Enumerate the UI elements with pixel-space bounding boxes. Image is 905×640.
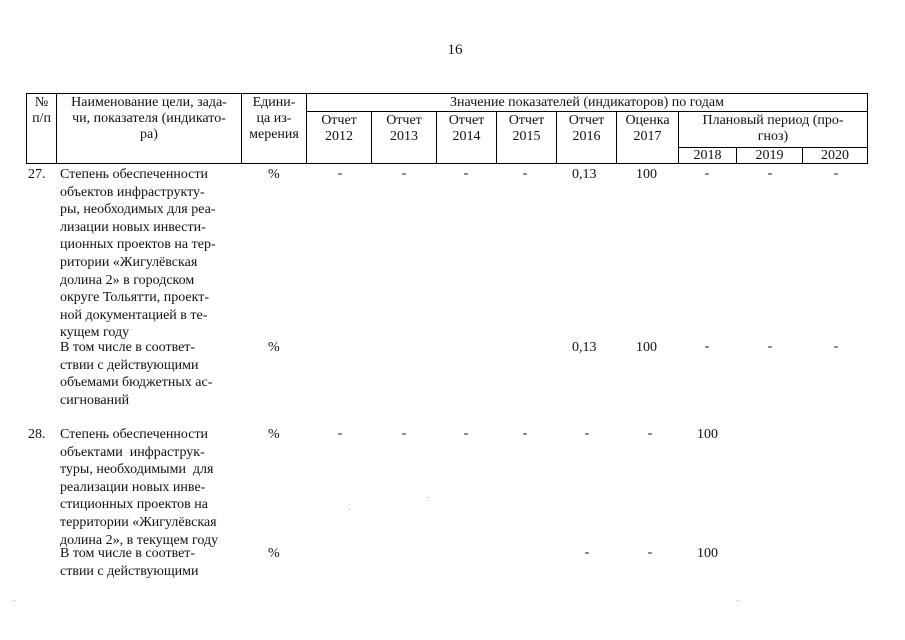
row-27-sub-value-2018: - bbox=[704, 339, 710, 354]
scan-speck bbox=[349, 509, 350, 510]
row-27-sub-name: В том числе в соответ- ствии с действующими объемами бюджетных ас- сигнований bbox=[60, 340, 213, 408]
header-plan-2019: 2019 bbox=[755, 148, 784, 163]
header-year-2014: Отчет 2014 bbox=[448, 113, 485, 144]
row-27-unit: % bbox=[268, 167, 280, 182]
row-27-value-2014: - bbox=[463, 166, 469, 181]
row-28-value-2014: - bbox=[463, 426, 469, 441]
header-col-number: № п/п bbox=[32, 95, 51, 126]
row-28-value-2016: - bbox=[584, 426, 590, 441]
scan-speck bbox=[428, 497, 429, 498]
row-27-name: Степень обеспеченности объектов инфраструкту- ры, необходимых для реа- лизации новых инвести- ционных проектов на тер- ритории «Жигулёвская долина 2» в городском округе Тольятти, проект- ной документацией в те- кущем году bbox=[60, 167, 216, 341]
row-28-sub-unit: % bbox=[268, 546, 280, 561]
row-27-value-2016: 0,13 bbox=[572, 167, 597, 182]
header-plan-2020: 2020 bbox=[821, 148, 849, 163]
header-year-2017: Оценка 2017 bbox=[625, 113, 670, 144]
scan-speck bbox=[737, 600, 738, 601]
header-plan-2018: 2018 bbox=[693, 148, 722, 163]
row-27-number: 27. bbox=[28, 167, 46, 182]
row-27-value-2017: 100 bbox=[636, 167, 657, 182]
row-28-value-2015: - bbox=[522, 426, 528, 441]
header-year-2013: Отчет 2013 bbox=[386, 113, 422, 144]
header-plan-period: Плановый период (про- гноз) bbox=[702, 113, 844, 144]
row-28-number: 28. bbox=[28, 427, 46, 442]
row-28-value-2017: - bbox=[647, 426, 653, 441]
row-27-value-2020: - bbox=[833, 166, 839, 181]
row-27-value-2018: - bbox=[704, 166, 710, 181]
row-27-sub-value-2019: - bbox=[767, 339, 773, 354]
row-28-sub-name: В том числе в соответ- ствии с действующими bbox=[60, 546, 199, 579]
row-28-value-2013: - bbox=[401, 426, 407, 441]
row-27-value-2013: - bbox=[401, 166, 407, 181]
row-27-value-2015: - bbox=[522, 166, 528, 181]
row-27-sub-value-2020: - bbox=[833, 339, 839, 354]
header-group-title: Значение показателей (индикаторов) по годам bbox=[450, 95, 724, 110]
row-28-value-2012: - bbox=[337, 426, 343, 441]
row-27-sub-value-2017: 100 bbox=[636, 340, 657, 355]
row-27-sub-unit: % bbox=[268, 340, 280, 355]
row-28-value-2018: 100 bbox=[697, 427, 718, 442]
row-28-sub-value-2017: - bbox=[647, 545, 653, 560]
row-28-unit: % bbox=[268, 427, 280, 442]
row-28-sub-value-2016: - bbox=[584, 545, 590, 560]
header-year-2012: Отчет 2012 bbox=[321, 113, 357, 144]
scan-speck bbox=[14, 600, 15, 601]
page-number: 16 bbox=[447, 42, 463, 58]
row-27-sub-value-2016: 0,13 bbox=[572, 340, 597, 355]
header-year-2016: Отчет 2016 bbox=[568, 113, 605, 144]
header-col-name: Наименование цели, зада- чи, показателя (индикато- ра) bbox=[71, 95, 227, 142]
row-28-sub-value-2018: 100 bbox=[697, 546, 718, 561]
header-col-unit: Едини- ца из- мерения bbox=[249, 95, 299, 142]
row-27-value-2019: - bbox=[767, 166, 773, 181]
header-year-2015: Отчет 2015 bbox=[508, 113, 545, 144]
table-header bbox=[26, 93, 868, 164]
row-28-name: Степень обеспеченности объектами инфраструк- туры, необходимыми для реализации новых инве- стиционных проектов на территории «Жигулёвская долина 2», в текущем году bbox=[60, 427, 219, 548]
row-27-value-2012: - bbox=[337, 166, 343, 181]
